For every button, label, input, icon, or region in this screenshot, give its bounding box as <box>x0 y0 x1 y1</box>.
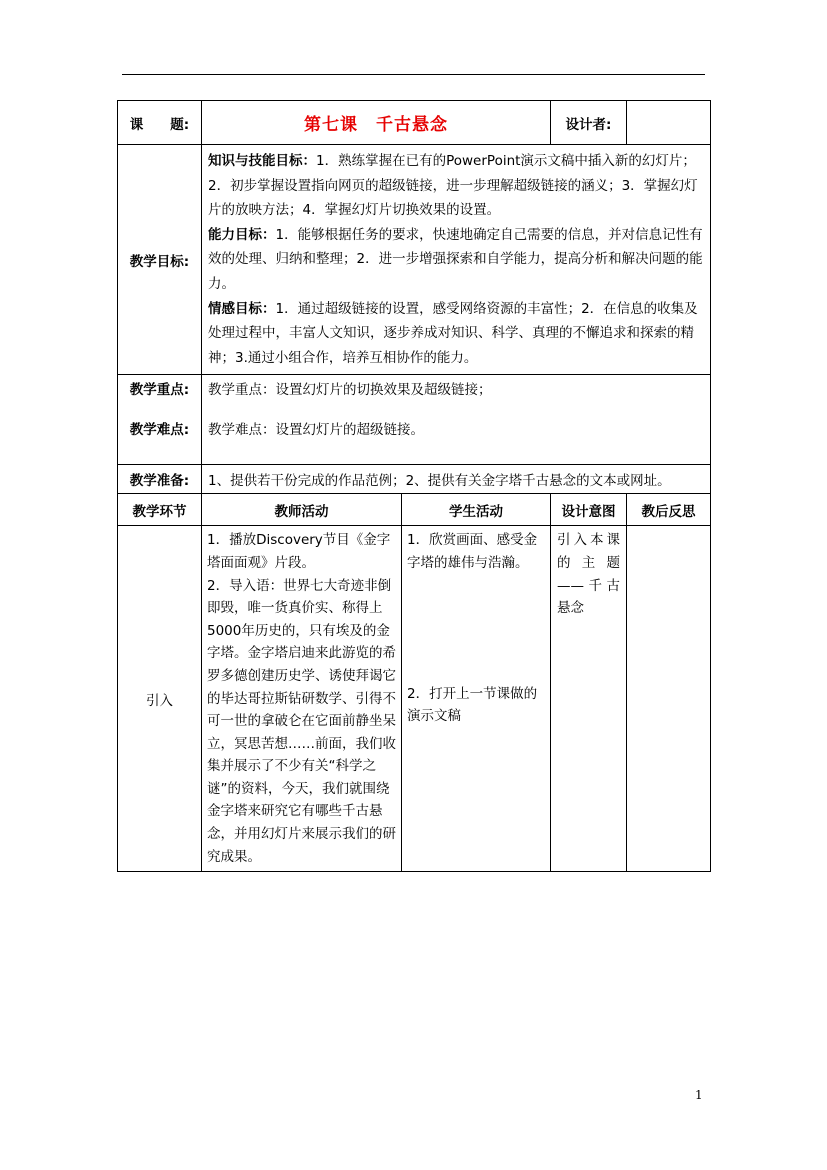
key-points-row <box>118 375 711 465</box>
key-points-content <box>202 375 711 465</box>
header-teacher: 教师活动 <box>202 494 402 526</box>
difficulty-text: 教学难点：设置幻灯片的超级链接。 <box>208 422 424 439</box>
teacher-step-2: 2．导入语：世界七大奇迹非倒即毁，唯一货真价实、称得上5000年历史的，只有埃及的金字塔。金字塔启迪来此游览的希罗多德创建历史学、诱使拜谒它的毕达哥拉斯钻研数学、引得不可一世的拿破仑在它面前静坐呆立，冥思苦想……前面，我们收集并展示了不少有关“科学之谜”的资料，今天，我们就围绕金字塔来研究它有哪些千古悬念，并用幻灯片来展示我们的研究成果。 <box>207 577 396 865</box>
header-design: 设计意图 <box>551 494 627 526</box>
teacher-activity <box>202 526 402 872</box>
focus-text: 教学重点：设置幻灯片的切换效果及超级链接； <box>208 382 492 399</box>
ability-objective <box>208 223 704 297</box>
emotion-objective <box>208 297 704 371</box>
objectives-content <box>202 145 711 375</box>
ability-heading: 能力目标： <box>208 226 276 243</box>
knowledge-objective <box>208 149 704 223</box>
header-student: 学生活动 <box>402 494 551 526</box>
student-step-1: 1．欣赏画面、感受金字塔的雄伟与浩瀚。 <box>407 532 538 571</box>
designer-value <box>627 101 711 145</box>
lesson-title: 第七课 千古悬念 <box>202 101 551 145</box>
design-intent: 引入本课的主题——千古悬念 <box>551 526 627 872</box>
preparation-text: 1、提供若干份完成的作品范例；2、提供有关金字塔千古悬念的文本或网址。 <box>202 465 711 494</box>
focus-label: 教学重点: <box>129 382 190 399</box>
header-stage: 教学环节 <box>118 494 202 526</box>
ability-text: 1．能够根据任务的要求，快速地确定自己需要的信息，并对信息记性有效的处理、归纳和整理；2．进一步增强探索和自学能力，提高分析和解决问题的能力。 <box>208 226 703 292</box>
table-row <box>118 526 711 872</box>
header-reflection: 教后反思 <box>627 494 711 526</box>
lesson-plan-table <box>117 100 711 872</box>
header-rule <box>122 74 705 75</box>
difficulty-label: 教学难点: <box>129 422 190 439</box>
stage-cell: 引入 <box>118 526 202 872</box>
process-header-row <box>118 494 711 526</box>
topic-row <box>118 101 711 145</box>
emotion-text: 1．通过超级链接的设置，感受网络资源的丰富性；2．在信息的收集及处理过程中，丰富人文知识，逐步养成对知识、科学、真理的不懈追求和探索的精神；3.通过小组合作，培养互相协作的能力。 <box>208 300 698 366</box>
preparation-label: 教学准备: <box>118 465 202 494</box>
page-number: 1 <box>695 1088 703 1102</box>
teacher-step-1: 1．播放Discovery节目《金字塔面面观》片段。 <box>207 532 391 571</box>
emotion-heading: 情感目标： <box>208 300 276 317</box>
preparation-row <box>118 465 711 494</box>
topic-label: 课 题: <box>118 101 202 145</box>
key-points-labels <box>118 375 202 465</box>
knowledge-text: 1．熟练掌握在已有的PowerPoint演示文稿中插入新的幻灯片；2．初步掌握设置指向网页的超级链接，进一步理解超级链接的涵义；3．掌握幻灯片的放映方法；4．掌握幻灯片切换效果的设置。 <box>208 153 698 219</box>
designer-label: 设计者: <box>551 101 627 145</box>
student-step-2: 2．打开上一节课做的演示文稿 <box>407 685 538 725</box>
reflection-cell <box>627 526 711 872</box>
objectives-label: 教学目标: <box>118 145 202 375</box>
student-activity <box>402 526 551 872</box>
objectives-row <box>118 145 711 375</box>
knowledge-heading: 知识与技能目标： <box>208 153 316 169</box>
